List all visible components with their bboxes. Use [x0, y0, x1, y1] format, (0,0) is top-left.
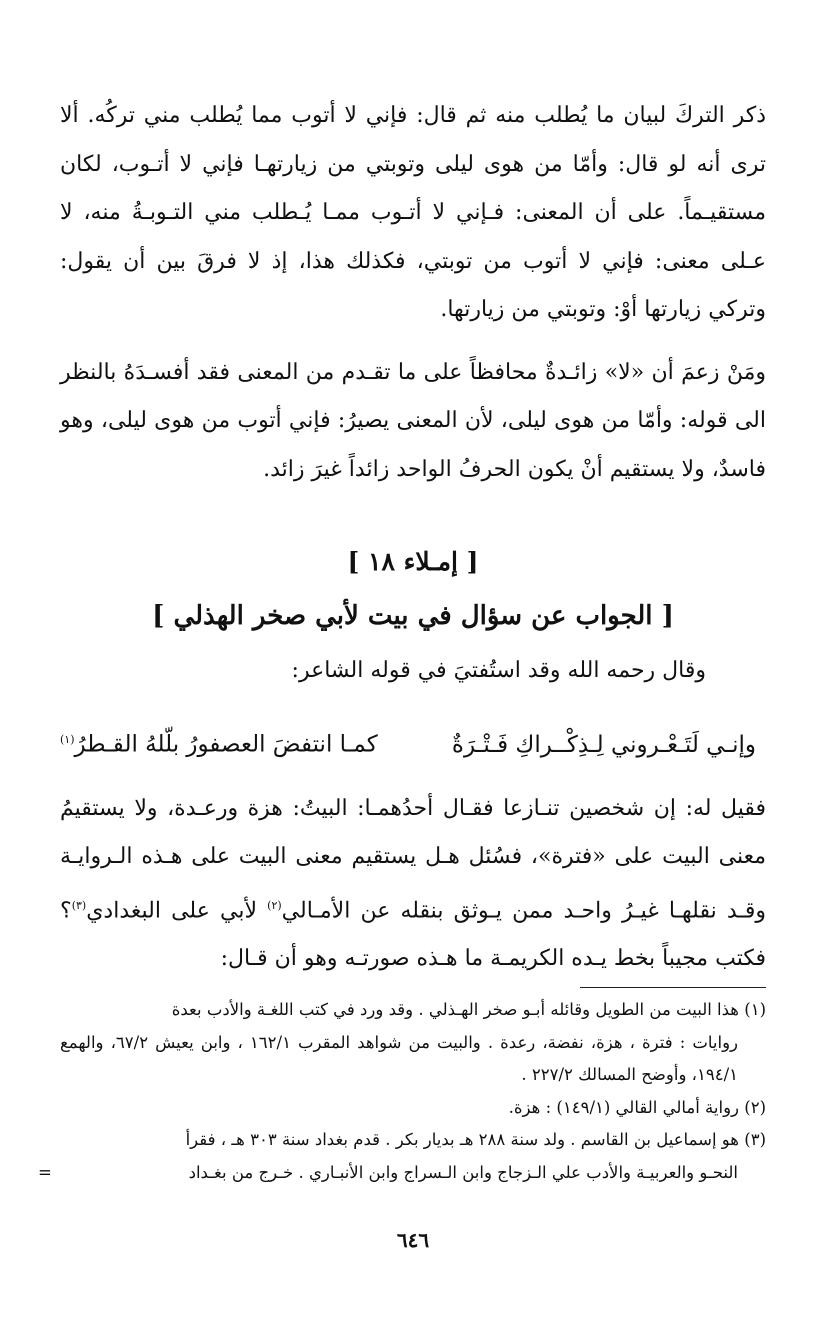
- verse-second-hemistich-wrap: [60, 716, 378, 769]
- footnotes: [38, 994, 766, 1189]
- section-number-heading: [ إمـلاء ١٨ ]: [347, 547, 479, 576]
- intro-line: وقال رحمه الله وقد استُفتيَ في قوله الشاعر:: [291, 658, 706, 683]
- verse-first-hemistich: وإنـي لَتَـعْـروني لِـذِكْــراكِ فَـتْـرَةٌ: [451, 731, 756, 758]
- footnote-2: (٢) رواية أمالي القالي (١٤٩/١) : هزة.: [508, 1097, 766, 1117]
- continuation-mark: =: [38, 1162, 52, 1182]
- page-body: [60, 92, 766, 984]
- footnote-1-continuation: روايات : فترة ، هزة، نفضة، رعدة . والبيت من شواهد المقرب ١٦٢/١ ، وابن يعيش ٦٧/٢، والهمع ١٩٤/١، وأوضح المسالك ٢٢٧/٢ .: [60, 1032, 739, 1084]
- footnote-divider: [580, 987, 766, 988]
- footnote-3-continuation: النحـو والعربيـة والأدب علي الـزجاج وابن الـسراج وابن الأنبـاري . خـرج من بغـداد: [188, 1162, 738, 1182]
- footnote-1-first-line: (١) هذا البيت من الطويل وقائله أبـو صخر الهـذلي . وقد ورد في كتب اللغـة والأدب بعدة: [171, 1000, 766, 1019]
- section-title-heading: [ الجواب عن سؤال في بيت لأبي صخر الهذلي ]: [152, 601, 674, 631]
- answer-paragraph: [60, 785, 766, 984]
- poem-verse: [60, 716, 766, 769]
- page-number: ٦٤٦: [396, 1228, 430, 1252]
- answer-text-2: لأبي على البغدادي: [86, 897, 268, 923]
- paragraph-1: ذكر التركَ لبيان ما يُطلب منه ثم قال: فإني لا أتوب مما يُطلب مني تركُه. ألا ترى أنه لو قال: وأمّا من هوى ليلى وتوبتي من زيارتهـا فإني لا أتـوب، لكان مستقيـماً. على أن المعنى: فـإني لا أتـوب ممـا يُـطلب مني التـوبـةُ منه، لا عـلى معنى: فإني لا أتوب من توبتي، فكذلك هذا، إذ لا فرقَ بين أن يقول: وتركي زيارتها أوْ: وتوبتي من زيارتها.: [60, 103, 766, 322]
- answer-text-1: فقيل له: إن شخصين تنـازعا فقـال أحدُهمـا: البيتُ: هزة ورعـدة، ولا يستقيمُ معنى البيت على «فترة»، فسُئل هـل يستقيم معنى البيت على هـذه الـروايـة وقـد نقلهـا غيـرُ واحـد ممن يـوثق بنقله عن الأمـالي: [60, 795, 766, 923]
- footnote-1: [60, 994, 766, 1092]
- verse-second-hemistich: كمـا انتفضَ العصفورُ بلّلهُ القـطرُ: [74, 731, 378, 758]
- answer-text-3: ؟ فكتب مجيباً بخط يـده الكريمـة ما هـذه صورتـه وهو أن قـال:: [60, 897, 766, 972]
- footnote-ref-2: (٢): [267, 898, 282, 912]
- footnote-3: [38, 1124, 766, 1189]
- footnote-ref-1: (١): [60, 733, 75, 746]
- footnote-ref-3: (٣): [71, 898, 87, 912]
- footnote-3-first-line: (٣) هو إسماعيل بن القاسم . ولد سنة ٢٨٨ هـ بديار بكر . قدم بغداد سنة ٣٠٣ هـ ، فقرأ: [185, 1130, 766, 1149]
- paragraph-2: ومَنْ زعمَ أن «لا» زائـدةٌ محافظاً على ما تقـدم من المعنى فقد أفسـدَهُ بالنظر الى قوله: وأمّا من هوى ليلى، لأن المعنى يصيرُ: فإني أتوب من هوى ليلى، وهو فاسدٌ، ولا يستقيم أنْ يكون الحرفُ الواحد زائداً غيرَ زائد.: [60, 359, 766, 482]
